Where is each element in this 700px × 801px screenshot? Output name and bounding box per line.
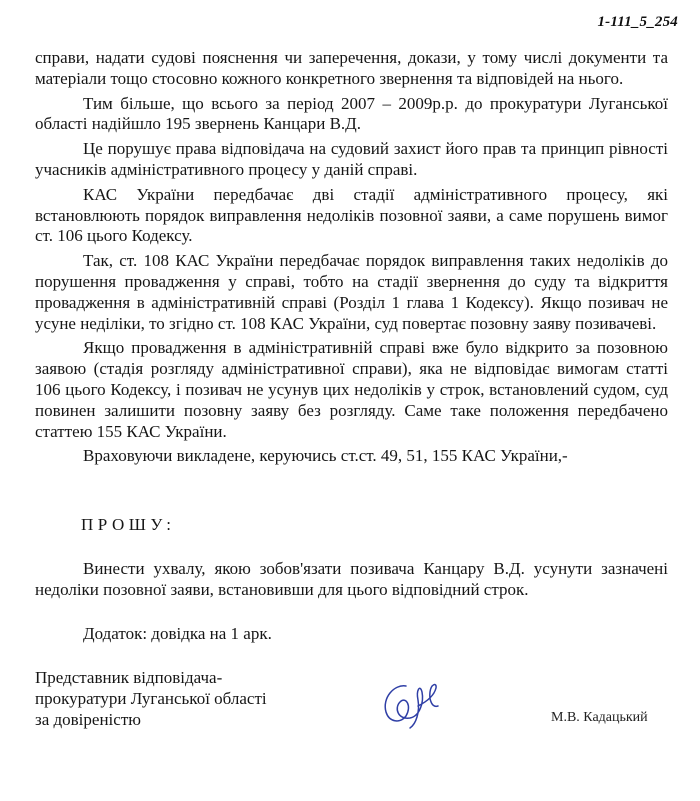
paragraph-7: Враховуючи викладене, керуючись ст.ст. 49, 51, 155 КАС України,-	[83, 446, 568, 466]
handwritten-signature	[376, 676, 446, 732]
signer-name: М.В. Кадацький	[551, 710, 648, 725]
paragraph-4: КАС України передбачає дві стадії адміністративного процесу, які встановлюють порядок виправлення недоліків позовної заяви, а саме порушень вимог ст. 106 цього Кодексу.	[35, 184, 668, 246]
signatory-line-1: Представник відповідача-	[35, 668, 223, 687]
request-heading: ПРОШУ:	[81, 515, 176, 534]
signatory-line-3: за довіреністю	[35, 710, 141, 729]
paragraph-2: Тим більше, що всього за період 2007 – 2009р.р. до прокуратури Луганської області надійшло 195 звернень Канцари В.Д.	[35, 93, 668, 134]
paragraph-1: справи, надати судові пояснення чи заперечення, докази, у тому числі документи та матеріали тощо стосовно кожного конкретного звернення та відповідей на нього.	[35, 48, 668, 88]
document-body	[35, 48, 668, 467]
request-paragraph: Винести ухвалу, якою зобов'язати позивача Канцару В.Д. усунути зазначені недоліки позовної заяви, встановивши для цього відповідний строк.	[35, 559, 668, 599]
attachment-note: Додаток: довідка на 1 арк.	[83, 624, 272, 643]
paragraph-6: Якщо провадження в адміністративній справі вже було відкрито за позовною заявою (стадія розгляду адміністративної справи), яка не відповідає вимогам статті 106 цього Кодексу, і позивач не усунув цих недоліків у строк, встановлений судом, суд повинен залишити позовну заяву без розгляду. Саме таке положення передбачено статтею 155 КАС України.	[35, 338, 668, 441]
paragraph-5: Так, ст. 108 КАС України передбачає порядок виправлення таких недоліків до порушення провадження у справі, тобто на стадії звернення до суду та відкриття провадження в адміністративній справі (Розділ 1 глава 1 Кодексу). Якщо позивач не усуне неділіки, то згідно ст. 108 КАС України, суд повертає позовну заяву позивачеві.	[35, 251, 668, 333]
signatory-line-2: прокуратури Луганської області	[35, 689, 267, 708]
document-id: 1-111_5_254	[597, 14, 678, 30]
signatory-block	[35, 667, 267, 730]
paragraph-3: Це порушує права відповідача на судовий захист його прав та принцип рівності учасників адміністративного процесу у даній справі.	[35, 139, 668, 179]
